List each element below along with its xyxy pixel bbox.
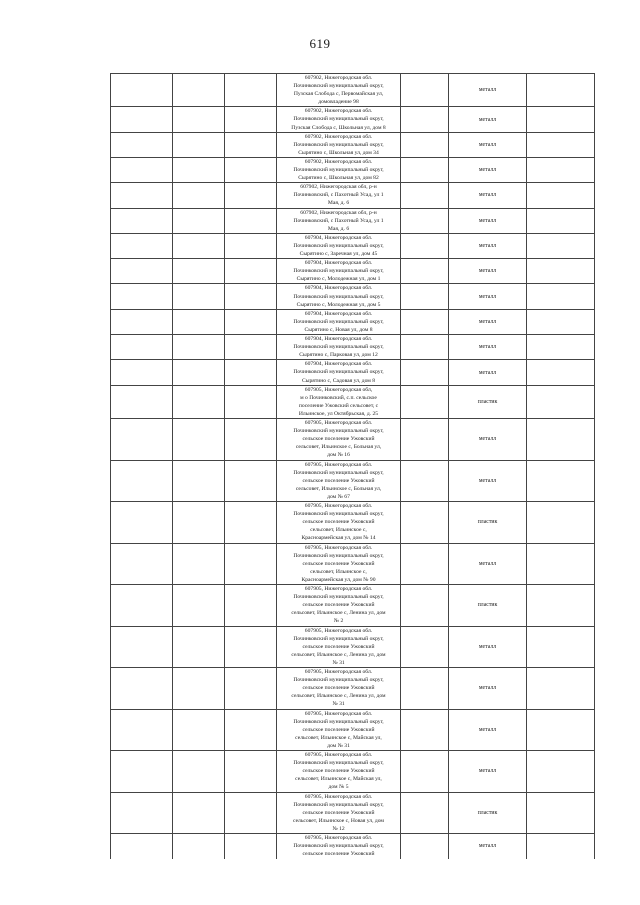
address-line: сельское поселение Ужовский: [302, 726, 375, 733]
empty-cell: [173, 157, 225, 182]
empty-cell: [401, 502, 449, 544]
address-line: 607905, Нижегородская обл.: [304, 461, 373, 468]
empty-cell: [401, 419, 449, 461]
address-line: Сырятино с, Новая ул, дом 8: [304, 326, 373, 333]
empty-cell: [527, 183, 595, 208]
empty-cell: [173, 183, 225, 208]
material-cell: пластик: [449, 585, 527, 627]
address-line: № 2: [333, 618, 344, 625]
empty-cell: [527, 543, 595, 585]
empty-cell: [401, 259, 449, 284]
empty-cell: [225, 183, 277, 208]
address-line: Сырятино с, Заречная ул, дом 45: [299, 251, 378, 258]
address-cell: [277, 585, 401, 627]
empty-cell: [401, 709, 449, 751]
empty-cell: [225, 502, 277, 544]
table-row: [111, 460, 595, 502]
address-line: Починковский муниципальный округ,: [293, 801, 384, 808]
empty-cell: [527, 626, 595, 668]
table-row: [111, 543, 595, 585]
table-row: [111, 709, 595, 751]
address-line: сельсовет, Ильинское с,: [310, 527, 367, 534]
material-cell: металл: [449, 208, 527, 233]
table-row: [111, 107, 595, 132]
table-row: [111, 668, 595, 710]
empty-cell: [173, 668, 225, 710]
material-cell: металл: [449, 460, 527, 502]
material-cell: металл: [449, 132, 527, 157]
address-line: № 31: [332, 701, 345, 708]
empty-cell: [225, 157, 277, 182]
empty-cell: [173, 709, 225, 751]
address-cell: [277, 385, 401, 418]
empty-cell: [225, 74, 277, 107]
empty-cell: [173, 834, 225, 859]
empty-cell: [401, 360, 449, 385]
register-table-body: [111, 74, 595, 859]
address-line: 607905, Нижегородская обл.: [304, 420, 373, 427]
address-line: сельское поселение Ужовский: [302, 809, 375, 816]
empty-cell: [111, 132, 173, 157]
address-line: 607905, Нижегородская обл.: [304, 503, 373, 510]
empty-cell: [173, 502, 225, 544]
empty-cell: [527, 233, 595, 258]
empty-cell: [173, 259, 225, 284]
address-line: 607905, Нижегородская обл.: [304, 752, 373, 759]
address-line: сельское поселение Ужовский: [302, 685, 375, 692]
empty-cell: [401, 751, 449, 793]
table-row: [111, 751, 595, 793]
table-row: [111, 157, 595, 182]
empty-cell: [225, 284, 277, 309]
material-cell: металл: [449, 74, 527, 107]
empty-cell: [173, 107, 225, 132]
material-cell: металл: [449, 233, 527, 258]
empty-cell: [401, 585, 449, 627]
empty-cell: [111, 208, 173, 233]
address-cell: [277, 233, 401, 258]
empty-cell: [173, 208, 225, 233]
empty-cell: [401, 309, 449, 334]
address-line: сельсовет, Ильинское с, Майская ул,: [295, 734, 382, 741]
address-cell: [277, 460, 401, 502]
material-cell: металл: [449, 419, 527, 461]
address-cell: [277, 419, 401, 461]
register-table: [110, 73, 595, 859]
address-line: 607902, Нижегородская обл.: [304, 158, 373, 165]
empty-cell: [225, 360, 277, 385]
empty-cell: [111, 259, 173, 284]
address-line: 607905, Нижегородская обл.: [304, 669, 373, 676]
empty-cell: [527, 335, 595, 360]
address-line: 607904, Нижегородская обл.: [304, 285, 373, 292]
empty-cell: [527, 385, 595, 418]
address-line: Починковский, с Пахотный Усад, ул 1: [293, 217, 384, 224]
empty-cell: [527, 419, 595, 461]
empty-cell: [225, 834, 277, 859]
table-row: [111, 183, 595, 208]
address-line: 607902, Нижегородская обл, р-н: [300, 184, 377, 191]
address-line: Починковский муниципальный округ,: [293, 318, 384, 325]
address-line: Починковский муниципальный округ,: [293, 116, 384, 123]
empty-cell: [225, 751, 277, 793]
table-row: [111, 74, 595, 107]
address-cell: [277, 259, 401, 284]
empty-cell: [527, 792, 595, 834]
empty-cell: [111, 107, 173, 132]
table-row: [111, 132, 595, 157]
empty-cell: [225, 709, 277, 751]
address-cell: [277, 360, 401, 385]
empty-cell: [401, 284, 449, 309]
address-line: Пузская Слобода с, Первомайская ул,: [293, 91, 384, 98]
address-line: дом № 67: [327, 493, 350, 500]
address-line: Сырятино с, Школьная ул, дом 82: [298, 175, 379, 182]
empty-cell: [527, 668, 595, 710]
material-cell: металл: [449, 543, 527, 585]
empty-cell: [401, 183, 449, 208]
address-line: Сырятино с, Парковая ул, дом 12: [299, 352, 378, 359]
address-line: Починковский муниципальный округ,: [293, 344, 384, 351]
material-cell: металл: [449, 360, 527, 385]
address-line: Починковский муниципальный округ,: [293, 760, 384, 767]
empty-cell: [173, 751, 225, 793]
material-cell: металл: [449, 335, 527, 360]
address-line: дом № 5: [328, 784, 349, 791]
address-line: 607905, Нижегородская обл.: [304, 793, 373, 800]
empty-cell: [225, 385, 277, 418]
address-line: Починковский, с Пахотный Усад, ул 1: [293, 192, 384, 199]
empty-cell: [173, 132, 225, 157]
empty-cell: [527, 751, 595, 793]
address-line: 607905, Нижегородская обл.: [304, 710, 373, 717]
address-line: Сырятино с, Школьная ул, дом 34: [298, 149, 379, 156]
address-line: Починковский муниципальный округ,: [293, 718, 384, 725]
material-cell: металл: [449, 668, 527, 710]
empty-cell: [225, 132, 277, 157]
empty-cell: [401, 385, 449, 418]
address-line: Починковский муниципальный округ,: [293, 511, 384, 518]
material-cell: пластик: [449, 502, 527, 544]
table-row: [111, 502, 595, 544]
address-line: Починковский муниципальный округ,: [293, 843, 384, 850]
empty-cell: [111, 585, 173, 627]
material-cell: металл: [449, 751, 527, 793]
empty-cell: [111, 74, 173, 107]
empty-cell: [225, 309, 277, 334]
address-cell: [277, 626, 401, 668]
address-cell: [277, 792, 401, 834]
table-row: [111, 585, 595, 627]
empty-cell: [225, 233, 277, 258]
address-line: сельское поселение Ужовский: [302, 560, 375, 567]
empty-cell: [225, 259, 277, 284]
address-line: Сырятино с, Молодежная ул, дом 1: [296, 276, 381, 283]
empty-cell: [527, 208, 595, 233]
table-row: [111, 360, 595, 385]
address-line: сельское поселение Ужовский: [302, 643, 375, 650]
material-cell: металл: [449, 709, 527, 751]
empty-cell: [401, 792, 449, 834]
empty-cell: [111, 335, 173, 360]
empty-cell: [225, 107, 277, 132]
table-row: [111, 284, 595, 309]
material-cell: пластик: [449, 385, 527, 418]
empty-cell: [111, 183, 173, 208]
address-cell: [277, 709, 401, 751]
address-line: м о Починковский, с.п. сельское: [300, 394, 377, 401]
address-line: № 31: [332, 659, 345, 666]
empty-cell: [401, 626, 449, 668]
empty-cell: [225, 626, 277, 668]
empty-cell: [527, 585, 595, 627]
address-line: Починковский муниципальный округ,: [293, 242, 384, 249]
address-line: Починковский муниципальный округ,: [293, 594, 384, 601]
address-cell: [277, 208, 401, 233]
table-row: [111, 335, 595, 360]
address-cell: [277, 107, 401, 132]
empty-cell: [111, 309, 173, 334]
address-line: Починковский муниципальный округ,: [293, 293, 384, 300]
empty-cell: [173, 792, 225, 834]
address-line: 607905, Нижегородская обл.: [304, 544, 373, 551]
empty-cell: [111, 157, 173, 182]
address-line: Починковский муниципальный округ,: [293, 268, 384, 275]
material-cell: пластик: [449, 792, 527, 834]
address-line: Красноармейская ул, дом № 90: [301, 576, 376, 583]
table-row: [111, 419, 595, 461]
empty-cell: [111, 233, 173, 258]
address-line: 607905, Нижегородская обл.: [304, 835, 373, 842]
address-line: 607902, Нижегородская обл.: [304, 108, 373, 115]
empty-cell: [173, 335, 225, 360]
address-line: Ильинское, ул Октябрьская, д. 25: [298, 410, 379, 417]
address-cell: [277, 335, 401, 360]
address-line: сельсовет, Ильинское с, Больная ул,: [295, 485, 382, 492]
empty-cell: [111, 626, 173, 668]
address-cell: [277, 132, 401, 157]
empty-cell: [173, 543, 225, 585]
material-cell: металл: [449, 157, 527, 182]
address-line: сельское поселение Ужовский: [302, 851, 375, 858]
empty-cell: [111, 502, 173, 544]
empty-cell: [527, 502, 595, 544]
empty-cell: [527, 132, 595, 157]
address-line: 607904, Нижегородская обл.: [304, 234, 373, 241]
empty-cell: [401, 107, 449, 132]
empty-cell: [111, 792, 173, 834]
empty-cell: [527, 157, 595, 182]
empty-cell: [111, 460, 173, 502]
empty-cell: [173, 585, 225, 627]
address-line: 607905, Нижегородская обл,: [304, 386, 373, 393]
empty-cell: [225, 543, 277, 585]
empty-cell: [173, 626, 225, 668]
table-row: [111, 834, 595, 859]
empty-cell: [527, 309, 595, 334]
empty-cell: [173, 385, 225, 418]
material-cell: металл: [449, 107, 527, 132]
address-cell: [277, 157, 401, 182]
empty-cell: [225, 585, 277, 627]
address-line: Починковский муниципальный округ,: [293, 369, 384, 376]
address-line: 607905, Нижегородская обл.: [304, 586, 373, 593]
empty-cell: [527, 834, 595, 859]
table-row: [111, 208, 595, 233]
address-line: Починковский муниципальный округ,: [293, 635, 384, 642]
address-line: поселение Ужовский сельсовет, с: [298, 402, 379, 409]
address-line: 607902, Нижегородская обл.: [304, 75, 373, 81]
empty-cell: [225, 335, 277, 360]
empty-cell: [401, 233, 449, 258]
address-line: Починковский муниципальный округ,: [293, 677, 384, 684]
address-line: сельсовет, Ильинское с, Больная ул,: [295, 444, 382, 451]
address-line: домовладение 98: [318, 99, 359, 106]
empty-cell: [111, 834, 173, 859]
empty-cell: [401, 208, 449, 233]
empty-cell: [111, 668, 173, 710]
address-line: дом № 31: [327, 742, 350, 749]
address-line: Сырятино с, Садовая ул, дом 8: [301, 377, 376, 384]
empty-cell: [527, 460, 595, 502]
material-cell: металл: [449, 259, 527, 284]
empty-cell: [401, 74, 449, 107]
empty-cell: [111, 709, 173, 751]
address-cell: [277, 309, 401, 334]
empty-cell: [401, 668, 449, 710]
empty-cell: [173, 74, 225, 107]
address-line: Мая, д. 6: [327, 225, 350, 232]
material-cell: металл: [449, 183, 527, 208]
address-line: сельское поселение Ужовский: [302, 602, 375, 609]
address-line: Починковский муниципальный округ,: [293, 167, 384, 174]
address-cell: [277, 668, 401, 710]
address-line: Мая, д. 6: [327, 200, 350, 207]
address-line: сельское поселение Ужовский: [302, 436, 375, 443]
address-line: сельсовет, Ильинское с, Ленина ул, дом: [291, 610, 386, 617]
empty-cell: [527, 74, 595, 107]
material-cell: металл: [449, 284, 527, 309]
empty-cell: [225, 419, 277, 461]
empty-cell: [173, 419, 225, 461]
empty-cell: [225, 668, 277, 710]
material-cell: металл: [449, 834, 527, 859]
empty-cell: [173, 309, 225, 334]
empty-cell: [225, 792, 277, 834]
empty-cell: [401, 157, 449, 182]
empty-cell: [173, 233, 225, 258]
address-line: 607904, Нижегородская обл.: [304, 336, 373, 343]
empty-cell: [111, 751, 173, 793]
address-cell: [277, 543, 401, 585]
address-line: сельское поселение Ужовский: [302, 768, 375, 775]
address-line: сельское поселение Ужовский: [302, 519, 375, 526]
empty-cell: [401, 132, 449, 157]
address-cell: [277, 751, 401, 793]
address-line: Починковский муниципальный округ,: [293, 552, 384, 559]
address-line: 607902, Нижегородская обл.: [304, 133, 373, 140]
address-line: Сырятино с, Молодежная ул, дом 5: [296, 301, 381, 308]
address-line: Починковский муниципальный округ,: [293, 141, 384, 148]
empty-cell: [401, 335, 449, 360]
address-line: Починковский муниципальный округ,: [293, 469, 384, 476]
address-line: Красноармейская ул, дом № 14: [301, 535, 376, 542]
empty-cell: [527, 709, 595, 751]
empty-cell: [173, 360, 225, 385]
empty-cell: [111, 284, 173, 309]
table-row: [111, 259, 595, 284]
address-line: сельсовет, Ильинское с, Ленина ул, дом: [291, 693, 386, 700]
address-line: Починковский муниципальный округ,: [293, 428, 384, 435]
empty-cell: [527, 259, 595, 284]
address-line: сельсовет, Ильинское с,: [310, 568, 367, 575]
page-number: 619: [309, 36, 331, 51]
empty-cell: [527, 284, 595, 309]
empty-cell: [111, 419, 173, 461]
address-line: дом № 16: [327, 452, 350, 459]
address-cell: [277, 834, 401, 859]
address-line: 607904, Нижегородская обл.: [304, 310, 373, 317]
address-cell: [277, 284, 401, 309]
empty-cell: [111, 543, 173, 585]
address-line: № 12: [332, 825, 345, 832]
empty-cell: [173, 460, 225, 502]
address-line: сельсовет, Ильинское с, Новая ул, дом: [293, 817, 384, 824]
address-line: Пузская Слобода с, Школьная ул, дом 8: [291, 124, 386, 131]
address-cell: [277, 183, 401, 208]
empty-cell: [111, 360, 173, 385]
empty-cell: [111, 385, 173, 418]
table-row: [111, 309, 595, 334]
empty-cell: [225, 208, 277, 233]
empty-cell: [527, 360, 595, 385]
address-cell: [277, 502, 401, 544]
address-line: сельсовет, Ильинское с, Майская ул,: [295, 776, 382, 783]
address-line: 607904, Нижегородская обл.: [304, 260, 373, 267]
empty-cell: [401, 460, 449, 502]
material-cell: металл: [449, 309, 527, 334]
empty-cell: [527, 107, 595, 132]
address-line: Починковский муниципальный округ,: [293, 83, 384, 90]
address-line: 607902, Нижегородская обл, р-н: [300, 209, 377, 216]
empty-cell: [173, 284, 225, 309]
address-line: сельсовет, Ильинское с, Ленина ул, дом: [291, 651, 386, 658]
address-line: сельское поселение Ужовский: [302, 477, 375, 484]
table-row: [111, 792, 595, 834]
empty-cell: [401, 543, 449, 585]
address-line: 607905, Нижегородская обл.: [304, 627, 373, 634]
empty-cell: [401, 834, 449, 859]
address-line: 607904, Нижегородская обл.: [304, 361, 373, 368]
material-cell: металл: [449, 626, 527, 668]
address-cell: [277, 74, 401, 107]
table-row: [111, 233, 595, 258]
empty-cell: [225, 460, 277, 502]
table-row: [111, 385, 595, 418]
table-row: [111, 626, 595, 668]
